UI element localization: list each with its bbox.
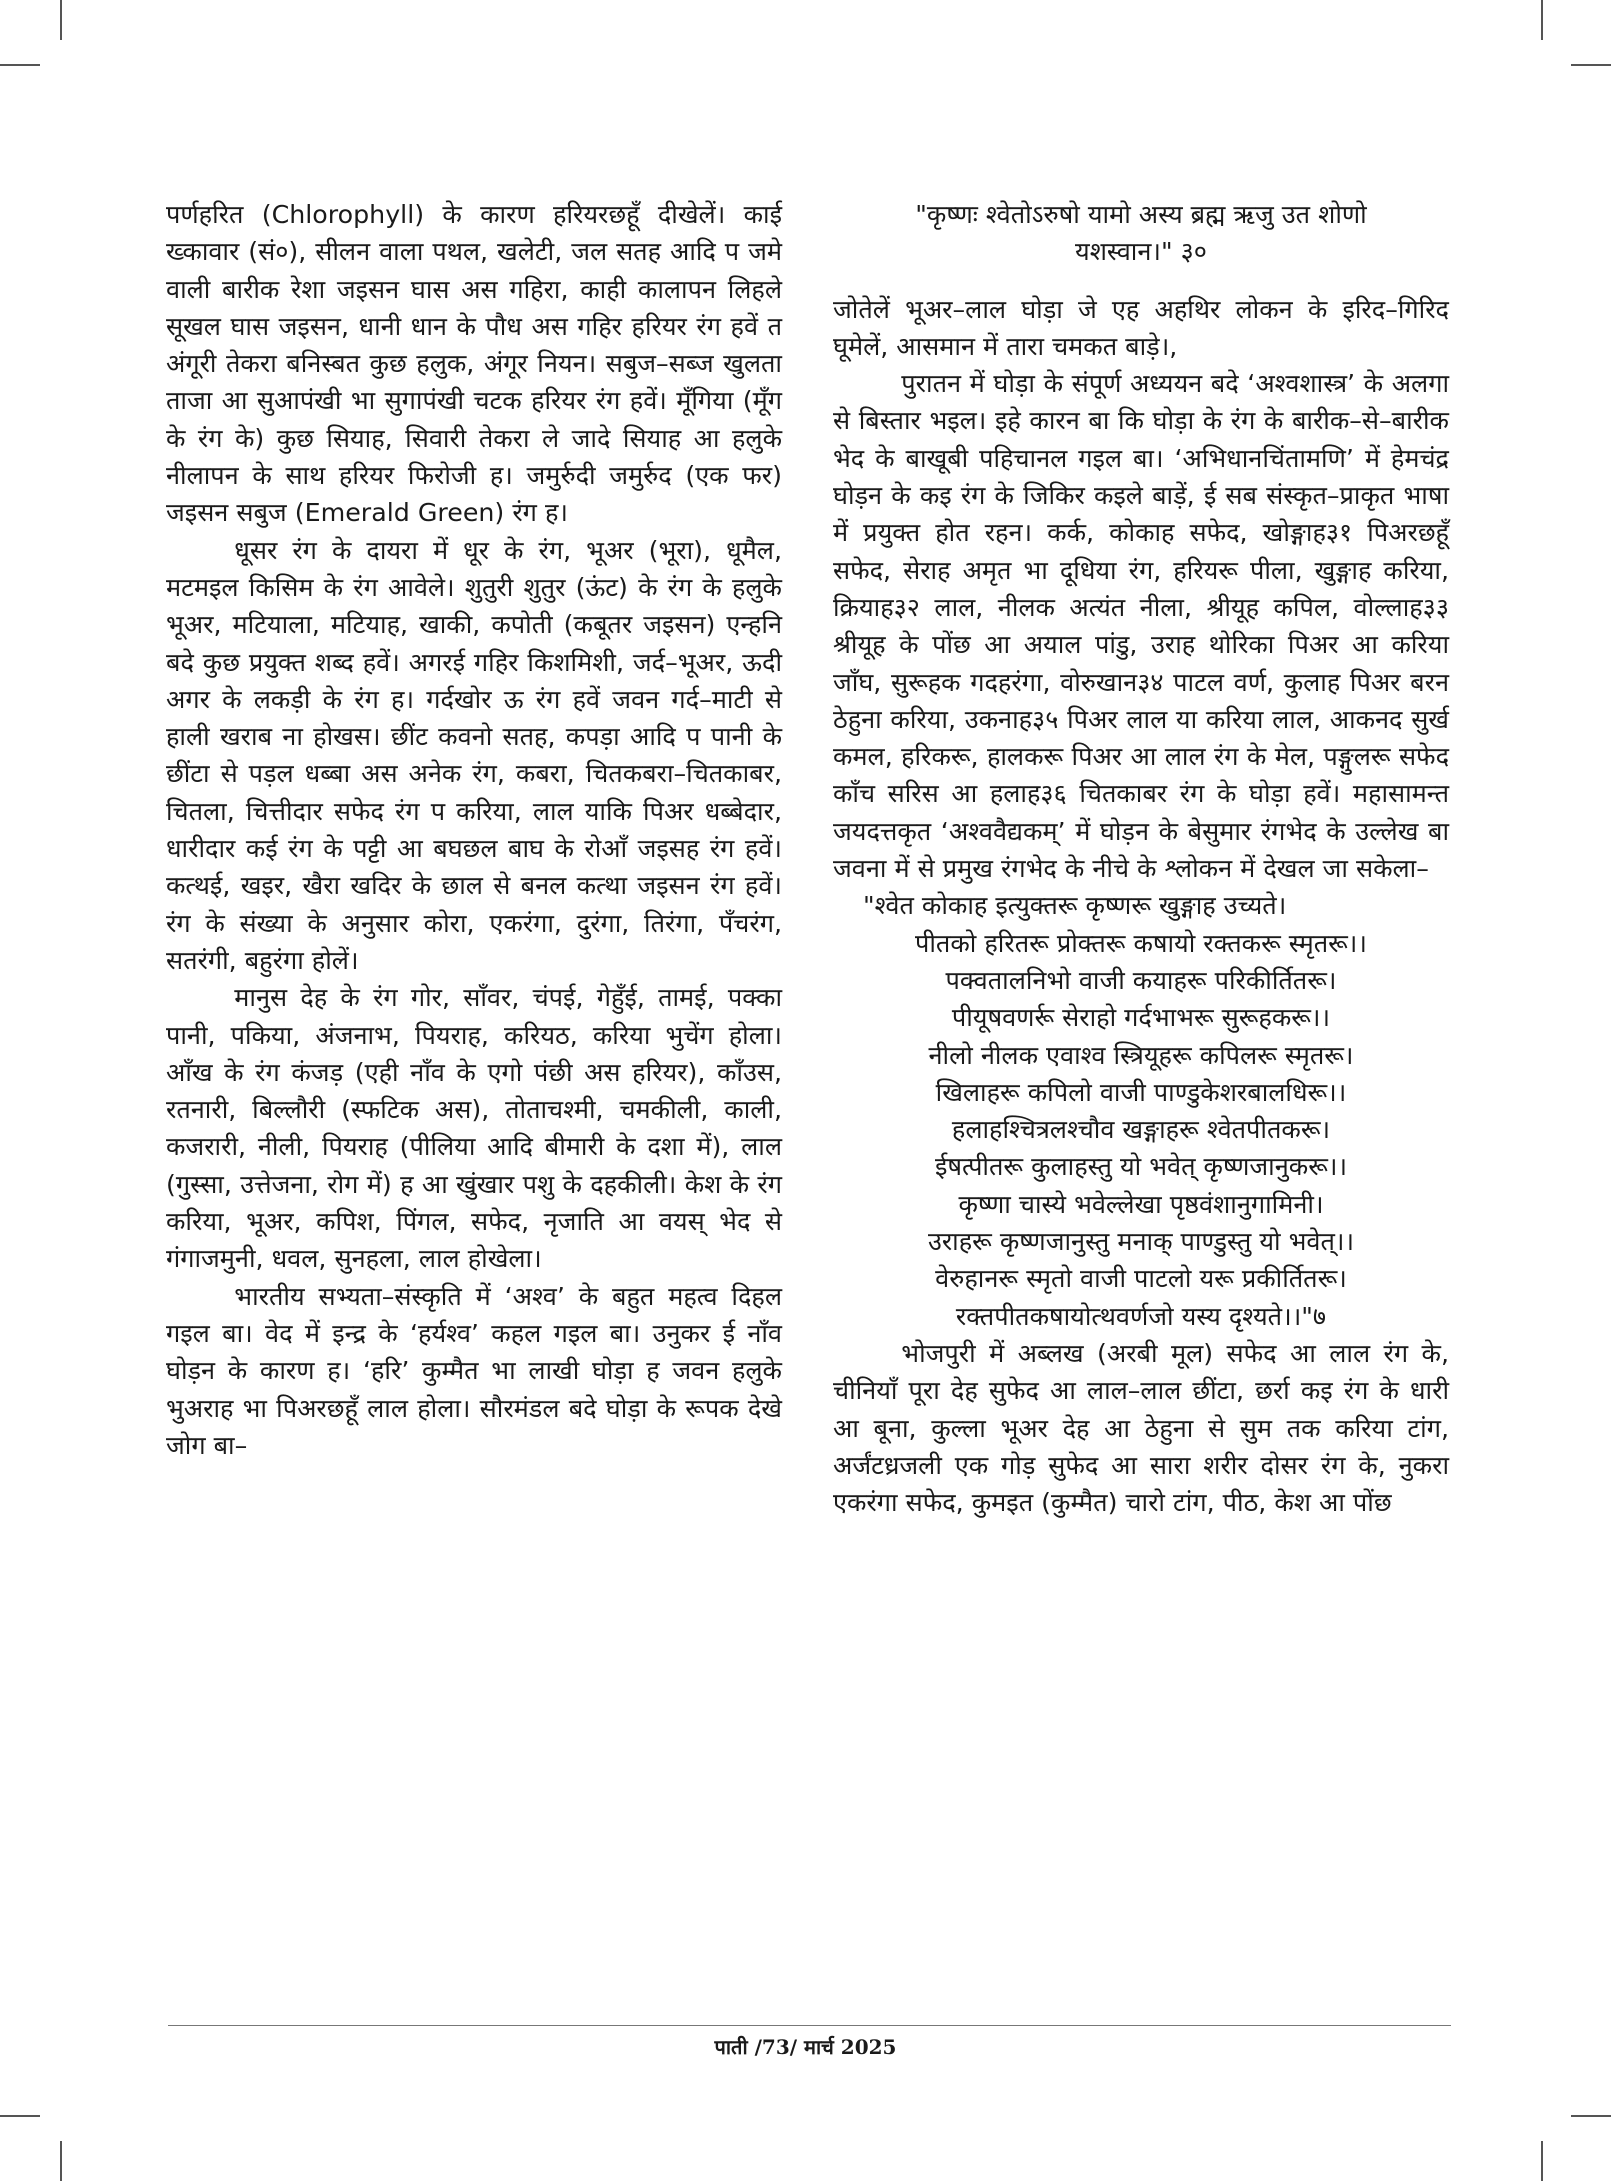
paragraph: मानुस देह के रंग गोर, साँवर, चंपई, गेहुँई, तामई, पक्का पानी, पकिया, अंजनाभ, पियराह, करियठ, करिया भुचेंग होला। आँख के रंग कंजड़ (एही नाँव के एगो पंछी अस हरियर), काँउस, रतनारी, बिल्लौरी (स्फटिक अस), तोताचश्मी, चमकीली, काली, कजरारी, नीली, पियराह (पीलिया आदि बीमारी के दशा में), लाल (गुस्सा, उत्तेजना, रोग में) ह आ खुंखार पशु के दहकीली। केश के रंग करिया, भूअर, कपिश, पिंगल, सफेद, नृजाति आ वयस् भेद से गंगाजमुनी, धवल, सुनहला, लाल होखेला। xyxy=(166,983,782,1274)
crop-mark xyxy=(1541,0,1543,40)
verse-line: हलाहश्चित्रलश्चौव खङ्गाहरू श्वेतपीतकरू। xyxy=(951,1115,1331,1145)
crop-mark xyxy=(0,64,40,66)
footer-rule xyxy=(168,2025,1451,2026)
verse-line: खिलाहरू कपिलो वाजी पाण्डुकेशरबालधिरू।। xyxy=(935,1077,1347,1107)
vedic-quote-line: यशस्वान।" ३० xyxy=(1075,237,1207,267)
verse-line: "श्वेत कोकाह इत्युक्तरू कृष्णरू खुङ्गाह उच्यते। xyxy=(863,891,1287,921)
verse-line: ईषत्पीतरू कुलाहस्तु यो भवेत् कृष्णजानुकरू।। xyxy=(934,1152,1348,1182)
crop-mark xyxy=(1571,2115,1611,2117)
verse-line: पक्वतालनिभो वाजी कयाहरू परिकीर्तितरू। xyxy=(945,965,1337,995)
verse-line: वेरुहानरू स्मृतो वाजी पाटलो यरू प्रकीर्तितरू। xyxy=(935,1264,1347,1294)
verse-line: पीतको हरितरू प्रोक्तरू कषायो रक्तकरू स्मृतरू।। xyxy=(915,928,1367,958)
crop-mark xyxy=(1541,2141,1543,2181)
verse-line: कृष्णा चास्ये भवेल्लेखा पृष्ठवंशानुगामिनी। xyxy=(958,1189,1324,1219)
paragraph: जोतेलें भूअर–लाल घोड़ा जे एह अहथिर लोकन के इरिद–गिरिद घूमेलें, आसमान में तारा चमकत बाड़े।, xyxy=(833,294,1449,361)
verse-line: पीयूषवणर्रू सेराहो गर्दभाभरू सुरूहकरू।। xyxy=(951,1003,1331,1033)
crop-mark xyxy=(1571,64,1611,66)
paragraph: पर्णहरित (Chlorophyll) के कारण हरियरछहूँ दीखेलें। काई ख्कावार (सं०), सीलन वाला पथल, खलेटी, जल सतह आदि प जमे वाली बारीक रेशा जइसन घास अस गहिरा, काही कालापन लिहले सूखल घास जइसन, धानी धान के पौध अस गहिर हरियर रंग हवें त अंगूरी तेकरा बनिस्बत कुछ हलुक, अंगूर नियन। सबुज–सब्ज खुलता ताजा आ सुआपंखी भा सुगापंखी चटक हरियर रंग हवें। मूँगिया (मूँग के रंग के) कुछ सियाह, सिवारी तेकरा ले जादे सियाह आ हलुके नीलापन के साथ हरियर फिरोजी ह। जमुर्रुदी जमुर्रुद (एक फर) जइसन सबुज (Emerald Green) रंग ह। xyxy=(166,200,782,528)
shloka-block xyxy=(833,887,1449,1335)
paragraph: धूसर रंग के दायरा में धूर के रंग, भूअर (भूरा), धूमैल, मटमइल किसिम के रंग आवेले। शुतुरी शुतुर (ऊंट) के रंग के हलुके भूअर, मटियाला, मटियाह, खाकी, कपोती (कबूतर जइसन) एन्हनि बदे कुछ प्रयुक्त शब्द हवें। अगरई गहिर किशमिशी, जर्द–भूअर, ऊदी अगर के लकड़ी के रंग ह। गर्दखोर ऊ रंग हवें जवन गर्द–माटी से हाली खराब ना होखस। छींट कवनो सतह, कपड़ा आदि प पानी के छींटा से पड़ल धब्बा अस अनेक रंग, कबरा, चितकबरा–चितकाबर, चितला, चित्तीदार सफेद रंग प करिया, लाल याकि पिअर धब्बेदार, धारीदार कई रंग के पट्टी आ बघछल बाघ के रोआँ जइसह रंग हवें। कत्थई, खइर, खैरा खदिर के छाल से बनल कत्था जइसन रंग हवें। रंग के संख्या के अनुसार कोरा, एकरंगा, दुरंगा, तिरंगा, पँचरंग, सतरंगी, बहुरंगा होलें। xyxy=(166,535,782,975)
verse-line: रक्तपीतकषायोत्थवर्णजो यस्य दृश्यते।।"७ xyxy=(955,1301,1327,1331)
crop-mark xyxy=(60,2141,62,2181)
paragraph: भारतीय सभ्यता–संस्कृति में ‘अश्व’ के बहुत महत्व दिहल गइल बा। वेद में इन्द्र के ‘हर्यश्व’ कहल गइल बा। उनुकर ई नाँव घोड़न के कारण ह। ‘हरि’ कुम्मैत भा लाखी घोड़ा ह जवन हलुके भुअराह भा पिअरछहूँ लाल होला। सौरमंडल बदे घोड़ा के रूपक देखे जोग बा– xyxy=(166,1281,782,1460)
crop-mark xyxy=(0,2115,40,2117)
page-footer: पाती /73/ मार्च 2025 xyxy=(714,2035,897,2059)
left-column xyxy=(166,196,782,1464)
paragraph: पुरातन में घोड़ा के संपूर्ण अध्ययन बदे ‘अश्वशास्त्र’ के अलगा से बिस्तार भइल। इहे कारन बा कि घोड़ा के रंग के बारीक–से–बारीक भेद के बाखूबी पहिचानल गइल बा। ‘अभिधानचिंतामणि’ में हेमचंद्र घोड़न के कइ रंग के जिकिर कइले बाड़ें, ई सब संस्कृत–प्राकृत भाषा में प्रयुक्त होत रहन। कर्क, कोकाह सफेद, खोङ्गाह३१ पिअरछहूँ सफेद, सेराह अमृत भा दूधिया रंग, हरियरू पीला, खुङ्गाह करिया, क्रियाह३२ लाल, नीलक अत्यंत नीला, श्रीयूह कपिल, वोल्लाह३३ श्रीयूह के पोंछ आ अयाल पांडु, उराह थोरिका पिअर आ करिया जाँघ, सुरूहक गदहरंगा, वोरुखान३४ पाटल वर्ण, कुलाह पिअर बरन ठेहुना करिया, उकनाह३५ पिअर लाल या करिया लाल, आकनद सुर्ख कमल, हरिकरू, हालकरू पिअर आ लाल रंग के मेल, पङ्गुलरू सफेद काँच सरिस आ हलाह३६ चितकाबर रंग के घोड़ा हवें। महासामन्त जयदत्तकृत ‘अश्ववैद्यकम्’ में घोड़न के बेसुमार रंगभेद के उल्लेख बा जवना में से प्रमुख रंगभेद के नीचे के श्लोकन में देखल जा सकेला– xyxy=(833,369,1449,884)
verse-line: नीलो नीलक एवाश्व स्त्रियूहरू कपिलरू स्मृतरू। xyxy=(928,1040,1354,1070)
verse-line: उराहरू कृष्णजानुस्तु मनाक् पाण्डुस्तु यो भवेत्।। xyxy=(927,1227,1355,1257)
crop-mark xyxy=(60,0,62,40)
vedic-quote-line: "कृष्णः श्वेतोऽरुषो यामो अस्य ब्रह्म ऋजु उत शोणो xyxy=(915,200,1367,229)
right-column xyxy=(833,196,1449,1521)
paragraph: भोजपुरी में अब्लख (अरबी मूल) सफेद आ लाल रंग के, चीनियाँ पूरा देह सुफेद आ लाल–लाल छींटा, छर्रा कइ रंग के धारी आ बूना, कुल्ला भूअर देह आ ठेहुना से सुम तक करिया टांग, अर्जंटध्रजली एक गोड़ सुफेद आ सारा शरीर दोसर रंग के, नुकरा एकरंगा सफेद, कुमइत (कुम्मैत) चारो टांग, पीठ, केश आ पोंछ xyxy=(833,1338,1449,1518)
